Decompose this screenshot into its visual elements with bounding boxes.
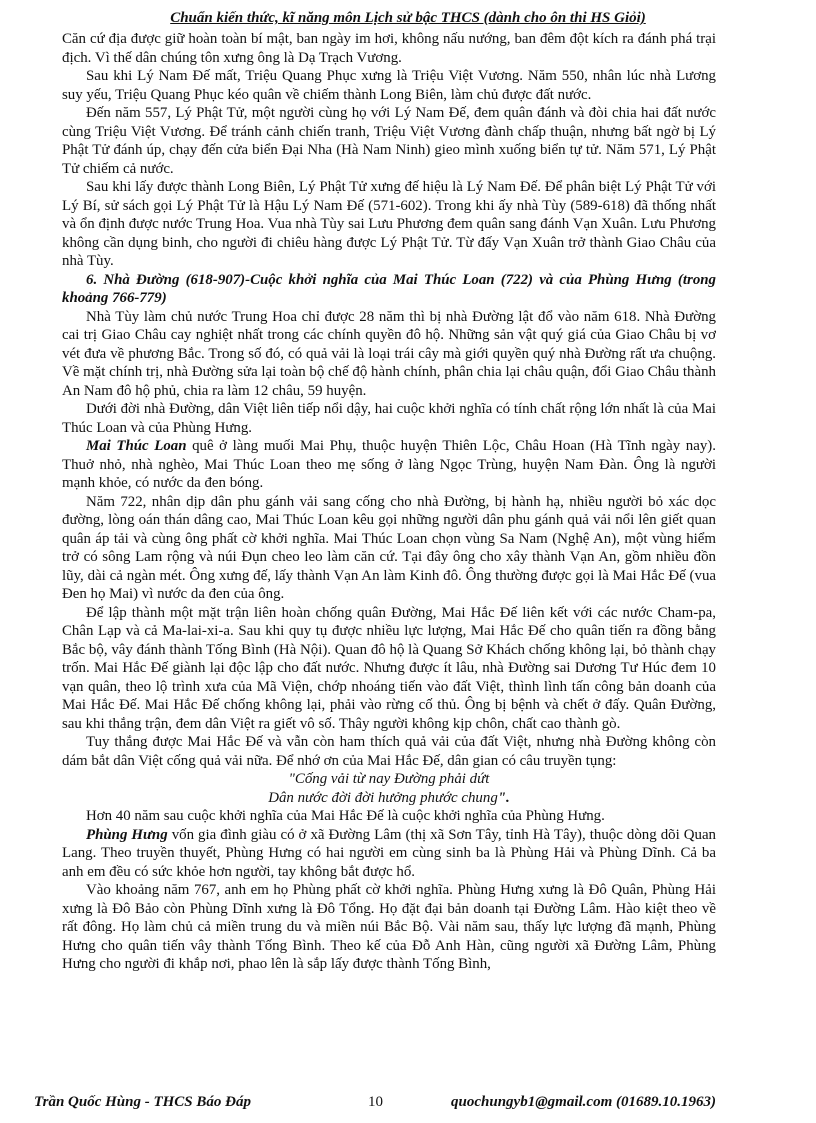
paragraph — [62, 437, 716, 493]
paragraph-text: vốn gia đình giàu có ở xã Đường Lâm (thị xã Sơn Tây, tỉnh Hà Tây), thuộc dòng dõi Quan Lang. Theo truyền thuyết, Phùng Hưng có hai người em cùng sinh ba là Phùng Hải và Phùng Dĩnh. Cả ba anh em đều có sức khỏe hơn người, tay không bắt được hổ. — [62, 826, 716, 880]
lead-term: Mai Thúc Loan — [86, 438, 187, 454]
paragraph: Đến năm 557, Lý Phật Tử, một người cùng họ với Lý Nam Đế, đem quân đánh và đòi chia hai đất nước cùng Triệu Việt Vương. Để tránh cảnh chiến tranh, Triệu Việt Vương đành chấp thuận, nhưng bất ngờ bị Lý Phật Tử đánh úp, chạy đến cửa biển Đại Nha (Hà Nam Ninh) gieo mình xuống biển tự tử. Năm 571, Lý Phật Tử chiếm cả nước. — [62, 105, 716, 177]
paragraph: Tuy thắng được Mai Hắc Đế và vẫn còn ham thích quả vải của đất Việt, nhưng nhà Đường không còn dám bắt dân Việt cống quả vải nữa. Để nhớ ơn của Mai Hắc Đế, dân gian có câu truyền tụng: — [62, 734, 716, 769]
footer-contact: quochungyb1@gmail.com (01689.10.1963) — [451, 1094, 716, 1110]
verse-line: "Cống vải từ nay Đường phải dứt — [288, 771, 490, 787]
page-header: Chuẩn kiến thức, kĩ năng môn Lịch sử bậc THCS (dành cho ôn thi HS Giỏi) — [170, 10, 646, 26]
verse-end: ". — [497, 789, 510, 806]
verse-line — [62, 789, 716, 808]
paragraph-text: quê ở làng muối Mai Phụ, thuộc huyện Thiên Lộc, Châu Hoan (Hà Tĩnh ngày nay). Thuở nhỏ, nhà nghèo, Mai Thúc Loan theo mẹ sống ở làng Ngọc Trùng, huyện Nam Đàn. Ông là người mạnh khỏe, có nước da đen bóng. — [62, 438, 716, 491]
paragraph: Hơn 40 năm sau cuộc khởi nghĩa của Mai Hắc Đế là cuộc khởi nghĩa của Phùng Hưng. — [86, 808, 605, 824]
paragraph: Năm 722, nhân dịp dân phu gánh vải sang cống cho nhà Đường, bị hành hạ, nhiều người bỏ xác dọc đường, lòng oán thán dâng cao, Mai Thúc Loan kêu gọi những người dân phu gánh quả vải nổi lên giết quan quân áp tải và cùng ông phất cờ khởi nghĩa. Mai Thúc Loan chọn vùng Sa Nam (Nghệ An), một vùng hiểm trở có sông Lam rộng và núi Đụn cheo leo làm căn cứ. Tại đây ông cho xây thành Vạn An, gồm nhiều đồn lũy, dài cả ngàn mét. Ông xưng đế, lấy thành Vạn An làm Kinh đô. Ông thường được gọi là Mai Hắc Đế (vua Đen họ Mai) vì nước da đen của ông. — [62, 493, 716, 602]
paragraph — [62, 826, 716, 882]
footer-author: Trần Quốc Hùng - THCS Báo Đáp — [34, 1094, 251, 1110]
lead-term: Phùng Hưng — [86, 826, 168, 843]
paragraph: Căn cứ địa được giữ hoàn toàn bí mật, ban ngày im hơi, không nấu nướng, ban đêm đột kích ra đánh phá trại địch. Vì thế dân chúng tôn xưng ông là Dạ Trạch Vương. — [62, 31, 716, 66]
verse-text: Dân nước đời đời hưởng phước chung — [268, 789, 498, 806]
paragraph: Sau khi Lý Nam Đế mất, Triệu Quang Phục xưng là Triệu Việt Vương. Năm 550, nhân lúc nhà Lương suy yếu, Triệu Quang Phục kéo quân về chiếm thành Long Biên, làm chủ được đất nước. — [62, 68, 716, 103]
page-number: 10 — [368, 1094, 383, 1110]
paragraph: Sau khi lấy được thành Long Biên, Lý Phật Tử xưng đế hiệu là Lý Nam Đế. Để phân biệt Lý Phật Tử với Lý Bí, sử sách gọi Lý Phật Tử là Hậu Lý Nam Đế (571-602). Trong khi ấy nhà Tùy (589-618) đã thống nhất và ổn định được nước Trung Hoa. Vua nhà Tùy sai Lưu Phương đem quân sang đánh Vạn Xuân. Lưu Phương không cần dụng binh, cho người đi chiêu hàng được Lý Phật Tử. Từ đấy Vạn Xuân trở thành Giao Châu của nhà Tùy. — [62, 179, 716, 269]
paragraph: Để lập thành một mặt trận liên hoàn chống quân Đường, Mai Hắc Đế liên kết với các nước Cham-pa, Chân Lạp và cả Ma-lai-xi-a. Sau khi quy tụ được nhiều lực lượng, Mai Hắc Đế cho quân tiến ra đồng bằng Bắc bộ, vây đánh thành Tống Bình (Hà Nội). Quan đô hộ là Quang Sở Khách chống không lại, bỏ thành chạy trốn. Mai Hắc Đế giành lại độc lập cho đất nước. Nhưng được ít lâu, nhà Đường sai Dương Tư Húc đem 10 vạn quân, theo lộ trình xưa của Mã Viện, chớp nhoáng tiến vào đất Việt, thình lình tấn công bản doanh của Mai Hắc Đế. Mai Hắc Đế chống không lại, phải vào rừng cố thủ. Ông bị bệnh và chết ở đấy. Quân Đường, sau khi thắng trận, đem dân Việt ra giết vô số. Thây người không kịp chôn, chất cao thành gò. — [62, 604, 716, 732]
paragraph: Nhà Tùy làm chủ nước Trung Hoa chỉ được 28 năm thì bị nhà Đường lật đổ vào năm 618. Nhà Đường cai trị Giao Châu cay nghiệt nhất trong các chính quyền đô hộ. Những sản vật quý giá của Giao Châu bị vơ vét đưa về phương Bắc. Trong số đó, có quả vải là loại trái cây mà giới quyền quý nhà Đường rất ưa chuộng. Về mặt chính trị, nhà Đường sửa lại toàn bộ chế độ hành chính, phân chia lại châu quận, đổi Giao Châu thành An Nam đô hộ phủ, chia ra làm 12 châu, 59 huyện. — [62, 308, 716, 399]
paragraph: Dưới đời nhà Đường, dân Việt liên tiếp nổi dậy, hai cuộc khởi nghĩa có tính chất rộng lớn nhất là của Mai Thúc Loan và của Phùng Hưng. — [62, 401, 716, 436]
paragraph: Vào khoảng năm 767, anh em họ Phùng phất cờ khởi nghĩa. Phùng Hưng xưng là Đô Quân, Phùng Hải xưng là Đô Bảo còn Phùng Dĩnh xưng là Đô Tổng. Họ đặt đại bản doanh tại Đường Lâm. Hào kiệt theo về rất đông. Họ làm chủ cả miền trung du và miền núi Bắc Bộ. Vài năm sau, thấy lực lượng đã mạnh, Phùng Hưng cho quân tiến vây thành Tống Bình. Theo kế của Đỗ Anh Hàn, cũng người xã Đường Lâm, Phùng Hưng cho người đi khắp nơi, phao lên là sắp lấy được thành Tống Bình, — [62, 882, 716, 972]
page-body — [62, 30, 716, 1042]
section-heading: 6. Nhà Đường (618-907)-Cuộc khởi nghĩa của Mai Thúc Loan (722) và của Phùng Hưng (trong khoảng 766-779) — [62, 271, 716, 306]
